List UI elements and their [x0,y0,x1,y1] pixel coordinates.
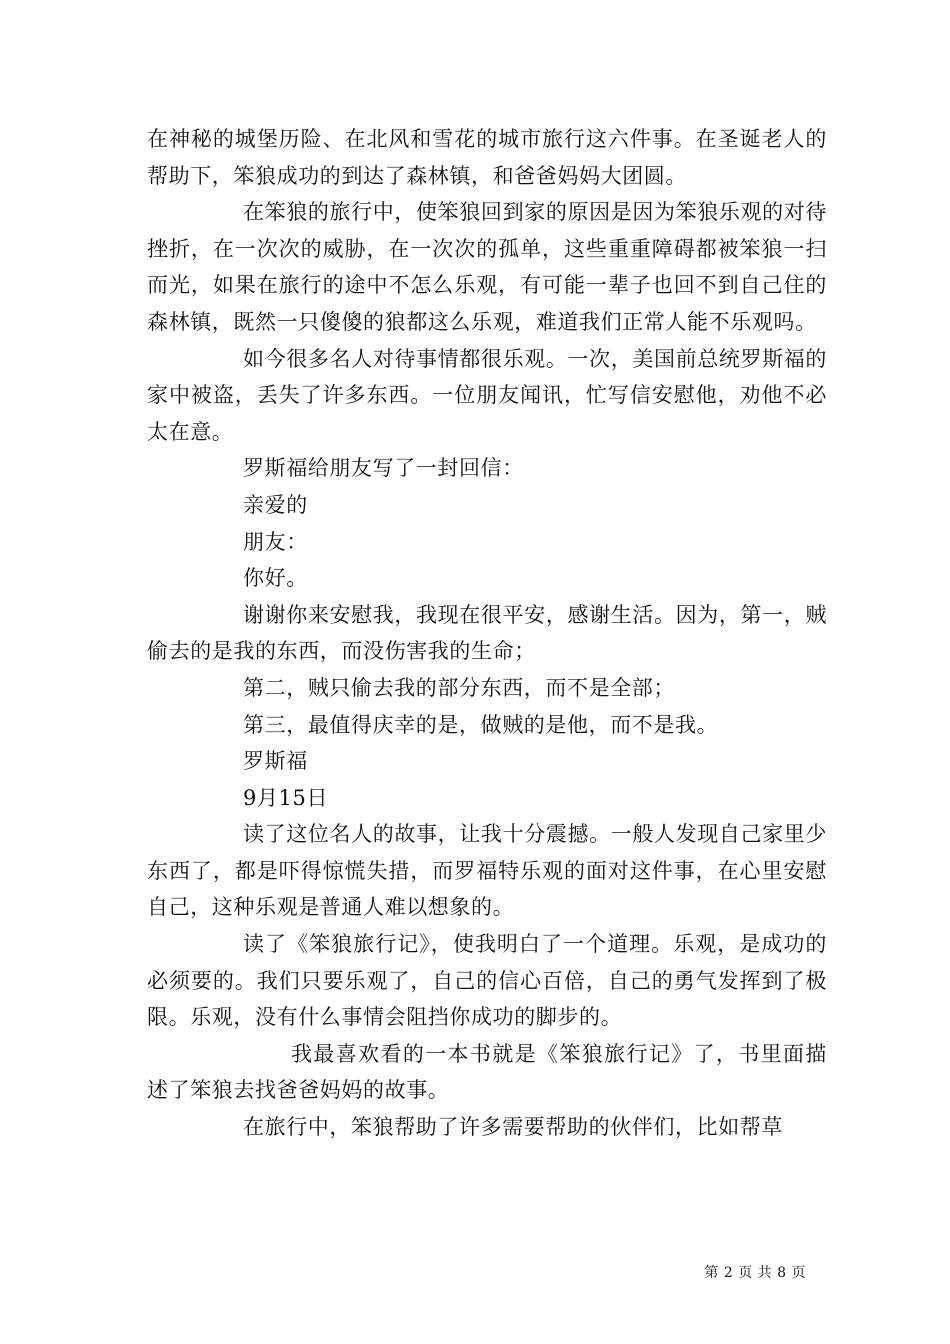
letter-date: 9月15日 [243,785,329,810]
paragraph-reflection: 读了这位名人的故事，让我十分震撼。一般人发现自己家里少东西了，都是吓得惊慌失措，而罗福特乐观的面对这件事，在心里安慰自己，这种乐观是普通人难以想象的。 [147,822,827,920]
document-body [147,121,827,1146]
page-number-footer: 第 2 页 共 8 页 [704,1265,806,1281]
letter-body-2: 第二，贼只偷去我的部分东西，而不是全部； [243,675,675,700]
letter-body-3: 第三，最值得庆幸的是，做贼的是他，而不是我。 [243,712,719,737]
paragraph-new-essay: 我最喜欢看的一本书就是《笨狼旅行记》了，书里面描述了笨狼去找爸爸妈妈的故事。 [147,1041,827,1103]
letter-signature: 罗斯福 [243,749,308,774]
letter-intro: 罗斯福给朋友写了一封回信： [243,456,524,481]
paragraph-1: 在神秘的城堡历险、在北风和雪花的城市旅行这六件事。在圣诞老人的帮助下，笨狼成功的到达了森林镇，和爸爸妈妈大团圆。 [147,127,827,188]
paragraph-2: 在笨狼的旅行中，使笨狼回到家的原因是因为笨狼乐观的对待挫折，在一次次的威胁，在一次次的孤单，这些重重障碍都被笨狼一扫而光，如果在旅行的途中不怎么乐观，有可能一辈子也回不到自己住的森林镇，既然一只傻傻的狼都这么乐观，难道我们正常人能不乐观吗。 [147,200,827,334]
paragraph-continued: 在旅行中，笨狼帮助了许多需要帮助的伙伴们，比如帮草 [243,1115,783,1140]
letter-body-1: 谢谢你来安慰我，我现在很平安，感谢生活。因为，第一，贼偷去的是我的东西，而没伤害我的生命； [147,602,827,664]
paragraph-conclusion: 读了《笨狼旅行记》，使我明白了一个道理。乐观，是成功的必须要的。我们只要乐观了，自己的信心百倍，自己的勇气发挥到了极限。乐观，没有什么事情会阻挡你成功的脚步的。 [147,932,827,1030]
letter-salutation-1: 亲爱的 [243,492,308,517]
letter-salutation-2: 朋友： [243,529,308,554]
letter-greeting: 你好。 [243,566,308,591]
paragraph-3: 如今很多名人对待事情都很乐观。一次，美国前总统罗斯福的家中被盗，丢失了许多东西。一位朋友闻讯，忙写信安慰他，劝他不必太在意。 [147,346,827,444]
